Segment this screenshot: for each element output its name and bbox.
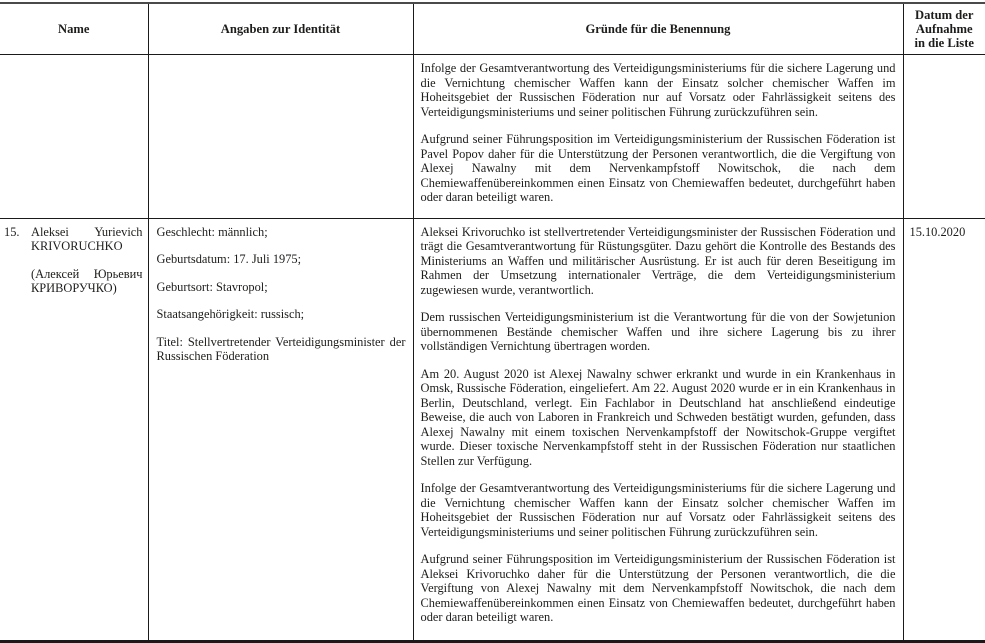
name-cyrillic: (Алексей Юрьевич КРИВОРУЧКО) [31,266,143,295]
sanctions-table [0,2,985,643]
name-cell [0,218,148,641]
listing-date: 15.10.2020 [903,218,985,641]
table-header [0,3,985,55]
table-row-entry-15 [0,218,985,641]
reasons-cell [413,218,903,641]
identity-birthdate: Geburtsdatum: 17. Juli 1975; [156,252,302,266]
reason-paragraph: Aleksei Krivoruchko ist stellvertretender Verteidigungsminister der Russischen Föderation und trägt die Gesamtverantwortung für Rüstungsgüter. Dazu gehört die Kontrolle des Bestands des Ministeriums an Waffen und militärischer Ausrüstung. Er ist auch für deren Beseitigung im Rahmen der Umsetzung internationaler Verträge, die dem Verteidigungsministerium zugewiesen wurde, verantwortlich. [420,224,896,297]
table-row-continuation [0,55,985,219]
name-block [4,225,143,309]
name-text [31,225,143,309]
reason-paragraph: Aufgrund seiner Führungsposition im Verteidigungsministerium der Russischen Föderation ist Pavel Popov daher für die Unterstützung der Personen verantwortlich, die die Vergiftung von Alexej Nawalny mit dem Nervenkampfstoff Nowitschok, die nach dem Chemiewaffenübereinkommen einen Einsatz von Chemiewaffen bedeutet, durchgeführt haben oder daran beteiligt waren. [420,132,896,204]
name-cell-empty [0,55,148,219]
reason-paragraph: Aufgrund seiner Führungsposition im Verteidigungsministerium der Russischen Föderation ist Aleksei Krivoruchko daher für die Unterstützung der Personen verantwortlich, die die Vergiftung von Alexej Nawalny mit dem Nervenkampfstoff Nowitschok, die nach dem Chemiewaffenübereinkommen einen Einsatz von Chemiewaffen bedeutet, durchgeführt haben oder daran beteiligt waren. [420,552,896,624]
identity-title: Titel: Stellvertretender Verteidigungsminister der Russischen Föderation [156,334,406,363]
identity-birthplace: Geburtsort: Stavropol; [156,279,268,294]
name-latin: Aleksei Yurievich KRIVORUCHKO [31,224,143,253]
identity-cell [148,218,413,641]
identity-nationality: Staatsangehörigkeit: russisch; [156,307,305,321]
reason-paragraph: Infolge der Gesamtverantwortung des Verteidigungsministeriums für die sichere Lagerung und die Vernichtung chemischer Waffen kann der Einsatz solcher chemischer Waffen im Hoheitsgebiet der Russischen Föderation nur auf Vorsatz oder Fahrlässigkeit seitens des Verteidigungsministeriums und seiner politischen Führung zurückzuführen sein. [420,481,896,539]
reason-paragraph: Infolge der Gesamtverantwortung des Verteidigungsministeriums für die sichere Lagerung und die Vernichtung chemischer Waffen kann der Einsatz solcher chemischer Waffen im Hoheitsgebiet der Russischen Föderation nur auf Vorsatz oder Fahrlässigkeit seitens des Verteidigungsministeriums und seiner politischen Führung zurückzuführen sein. [420,61,896,119]
date-cell-empty [903,55,985,219]
reason-paragraph: Dem russischen Verteidigungsministerium ist die Verantwortung für die von der Sowjetunion übernommenen Bestände chemischer Waffen und ihre sichere Lagerung bis zu ihrer vollständigen Vernichtung übertragen worden. [420,310,896,353]
entry-number: 15. [4,224,20,239]
col-header-date: Datum der Aufnahme in die Liste [903,3,985,55]
col-header-identity: Angaben zur Identität [148,3,413,55]
col-header-name: Name [0,3,148,55]
reason-paragraph: Am 20. August 2020 ist Alexej Nawalny schwer erkrankt und wurde in ein Krankenhaus in Omsk, Russische Föderation, eingeliefert. Am 22. August 2020 wurde er in ein Krankenhaus in Berlin, Deutschland, verlegt. Ein Fachlabor in Deutschland hat anschließend eindeutige Beweise, die auch von Laboren in Frankreich und Schweden bestätigt wurden, gefunden, dass Alexej Nawalny mit einem toxischen Nervenkampfstoff der Nowitschok-Gruppe vergiftet wurde. Dieser toxische Nervenkampfstoff steht in der Russischen Föderation nur staatlichen Stellen zur Verfügung. [420,366,896,468]
identity-cell-empty [148,55,413,219]
col-header-reasons: Gründe für die Benennung [413,3,903,55]
reasons-cell [413,55,903,219]
header-row [0,3,985,55]
identity-gender: Geschlecht: männlich; [156,224,268,239]
